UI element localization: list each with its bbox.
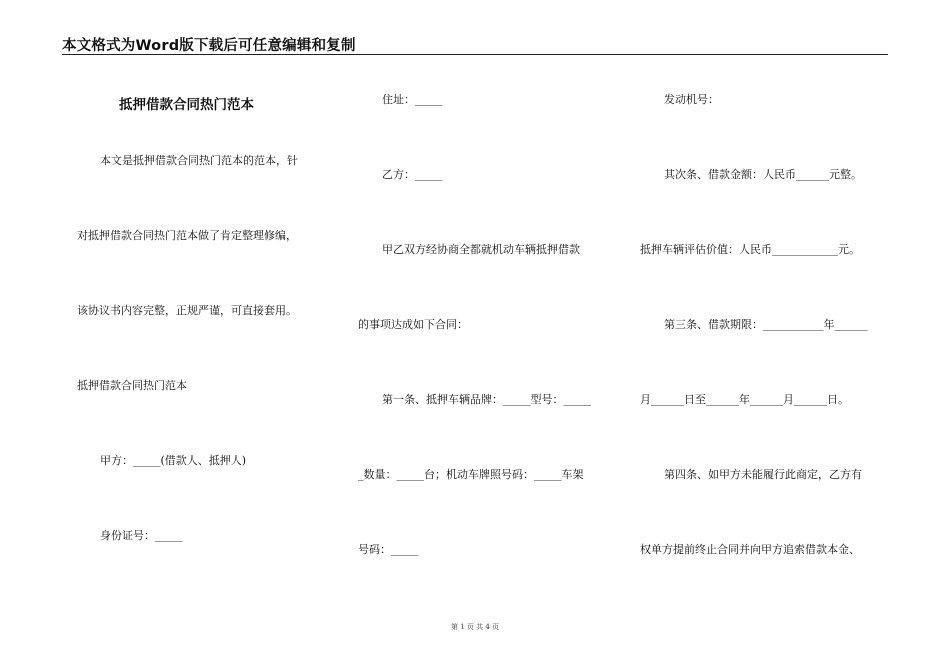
paragraph-line: 第四条、如甲方未能履行此商定，乙方有 xyxy=(664,468,862,481)
paragraph-line: _数量：_____台；机动车牌照号码：_____车架 xyxy=(358,468,584,481)
paragraph-line: 第三条、借款期限：___________年______ xyxy=(664,318,868,331)
paragraph-line: 其次条、借款金额：人民币______元整。 xyxy=(664,168,862,181)
paragraph-line: 抵押车辆评估价值：人民币____________元。 xyxy=(640,243,860,256)
paragraph-line: 第一条、抵押车辆品牌：_____型号：_____ xyxy=(382,393,591,406)
paragraph-line: 乙方：_____ xyxy=(382,168,443,181)
paragraph-line: 权单方提前终止合同并向甲方追索借款本金、 xyxy=(640,543,860,556)
paragraph-line: 甲方：_____(借款人、抵押人) xyxy=(100,454,247,467)
paragraph-line: 甲乙双方经协商全都就机动车辆抵押借款 xyxy=(382,243,580,256)
paragraph-line: 对抵押借款合同热门范本做了肯定整理修编， xyxy=(77,229,297,242)
paragraph-line: 本文是抵押借款合同热门范本的范本，针 xyxy=(100,154,298,167)
paragraph-line: 发动机号： xyxy=(664,93,719,106)
paragraph-line: 的事项达成如下合同： xyxy=(358,318,468,331)
page-number: 第 1 页 共 4 页 xyxy=(450,623,500,631)
paragraph-line: 住址：_____ xyxy=(382,93,443,106)
paragraph-line: 该协议书内容完整，正规严谨，可直接套用。 xyxy=(77,304,297,317)
document-title: 抵押借款合同热门范本 xyxy=(119,97,254,113)
paragraph-line: 身份证号：_____ xyxy=(100,529,183,542)
paragraph-line: 号码：_____ xyxy=(358,543,419,556)
paragraph-line: 抵押借款合同热门范本 xyxy=(77,379,187,392)
paragraph-line: 月______日至______年______月______日。 xyxy=(640,393,849,406)
header-title: 本文格式为Word版下载后可任意编辑和复制 xyxy=(62,38,356,54)
page-header xyxy=(62,34,888,55)
